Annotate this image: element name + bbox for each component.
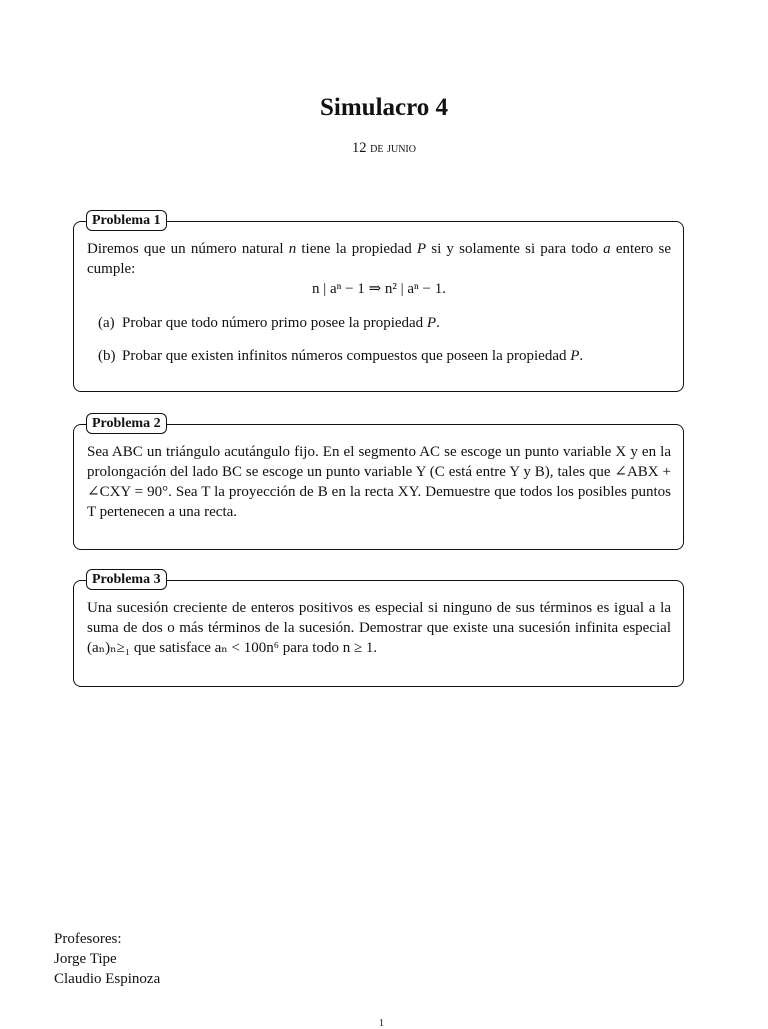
item-label: (b): [98, 348, 116, 364]
problem-3-statement: Una sucesión creciente de enteros positivos es especial si ninguno de sus términos es igual a la suma de dos o más términos de la sucesión. Demostrar que existe una sucesión infinita especial (aₙ)ₙ≥₁ que satisface aₙ < 100n⁶ para todo n ≥ 1.: [87, 600, 671, 656]
professors-block: [54, 929, 160, 989]
math-variable: n: [288, 241, 297, 257]
professor-name: Claudio Espinoza: [54, 971, 161, 987]
item-text-part: Probar que todo número primo posee la propiedad: [122, 315, 427, 331]
item-text: [122, 346, 583, 366]
problem-1-item-b: [98, 346, 671, 366]
document-title: Simulacro 4: [319, 94, 448, 121]
math-variable: P: [416, 241, 427, 257]
document-date: [0, 140, 768, 157]
professors-heading: Profesores:: [54, 931, 122, 947]
problem-1-statement: [87, 239, 671, 279]
problem-3-label: Problema 3: [86, 569, 167, 590]
math-variable: a: [603, 241, 611, 257]
problem-2-label: Problema 2: [86, 413, 167, 434]
problem-1-text-part: si y solamente si para todo: [426, 241, 604, 257]
date-day: 12: [352, 140, 367, 156]
item-text-end: .: [436, 315, 440, 331]
problem-1-equation: n | aⁿ − 1 ⇒ n² | aⁿ − 1.: [311, 281, 446, 297]
item-label: (a): [98, 315, 115, 331]
page-number: 1: [379, 1018, 384, 1029]
math-variable: P: [570, 348, 580, 364]
problem-1-text-part: Diremos que un número natural: [87, 241, 289, 257]
item-text-end: .: [579, 348, 584, 364]
problem-2-statement: Sea ABC un triángulo acutángulo fijo. En el segmento AC se escoge un punto variable X y en la prolongación del lado BC se escoge un punto variable Y (C está entre Y y B), tales que ∠ABX + ∠CXY = 90°. Sea T la proyección de B en la recta XY. Demuestre que todos los posibles puntos T pertenecen a una recta.: [87, 444, 671, 520]
problem-3-box: [73, 572, 684, 687]
problem-1-text-part: entero se cumple:: [87, 241, 671, 277]
item-text: [122, 313, 440, 333]
problem-1-label: Problema 1: [86, 210, 167, 231]
item-text-part: Probar que existen infinitos números compuestos que poseen la propiedad: [122, 348, 571, 364]
problem-2-box: [73, 416, 684, 550]
problem-1-box: [73, 213, 684, 392]
date-month: de junio: [370, 140, 416, 156]
problem-1-item-a: [98, 313, 671, 333]
math-variable: P: [426, 315, 437, 331]
professor-name: Jorge Tipe: [54, 951, 117, 967]
problem-1-text-part: tiene la propiedad: [296, 241, 417, 257]
